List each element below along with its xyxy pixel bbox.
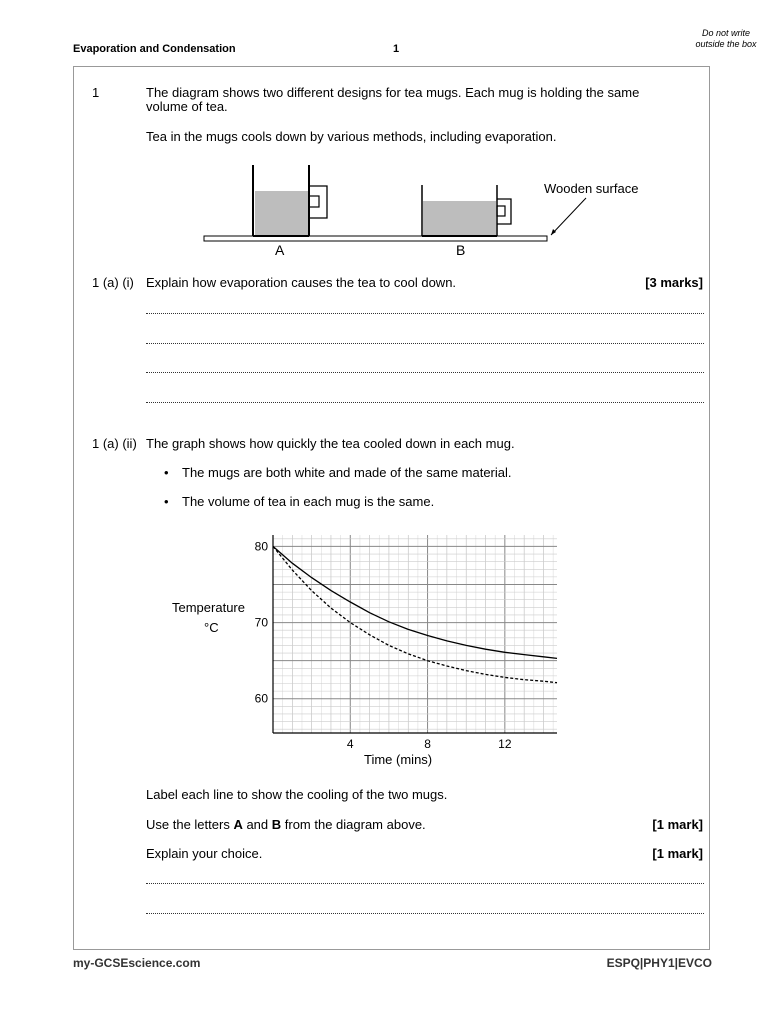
x-tick-label: 4 <box>346 737 354 751</box>
letter-a: A <box>233 817 243 832</box>
part-a-ii-number: 1 (a) (ii) <box>92 436 137 451</box>
surface-pointer-line <box>551 198 586 235</box>
cooling-graph <box>160 525 580 775</box>
page-header-number: 1 <box>393 43 400 55</box>
mug-b-tea <box>423 201 496 236</box>
question-intro-line1: The diagram shows two different designs for tea mugs. Each mug is holding the same <box>146 85 640 100</box>
part-a-i-prompt: Explain how evaporation causes the tea to cool down. <box>146 275 457 290</box>
instruction-label-lines: Label each line to show the cooling of the two mugs. <box>146 787 448 802</box>
part-a-i-number: 1 (a) (i) <box>92 275 134 290</box>
footer-site: my-GCSEscience.com <box>73 956 201 970</box>
instruction-use-letters-post: from the diagram above. <box>281 817 426 832</box>
mug-a-handle <box>309 186 327 218</box>
instruction-explain: Explain your choice. <box>146 846 263 861</box>
y-tick-label: 80 <box>254 539 268 554</box>
answer-line-2[interactable] <box>146 343 704 344</box>
y-tick-label: 60 <box>254 691 268 706</box>
answer-line-6[interactable] <box>146 913 704 914</box>
answer-line-1[interactable] <box>146 313 704 314</box>
answer-line-4[interactable] <box>146 402 704 403</box>
diagram-label-b: B <box>456 242 466 258</box>
letter-b: B <box>271 817 282 832</box>
x-axis-label: Time (mins) <box>364 752 433 767</box>
y-axis-label-line1: Temperature <box>172 600 245 615</box>
page-header-title: Evaporation and Condensation <box>73 43 236 55</box>
part-a-i-marks: [3 marks] <box>645 275 703 290</box>
part-a-ii-prompt: The graph shows how quickly the tea cooled down in each mug. <box>146 436 515 451</box>
bullet-1-text: The mugs are both white and made of the same material. <box>182 465 512 480</box>
part-a-ii-marks-1: [1 mark] <box>652 817 703 832</box>
diagram-label-a: A <box>275 242 285 258</box>
mug-a-tea <box>255 191 308 236</box>
x-tick-label: 12 <box>498 737 512 751</box>
y-tick-label: 70 <box>254 615 268 630</box>
footer-code: ESPQ|PHY1|EVCO <box>606 956 712 970</box>
margin-note: Do not write outside the box <box>695 28 757 49</box>
chart-grid <box>273 535 557 733</box>
question-number: 1 <box>92 85 100 100</box>
mug-a-handle-inner <box>309 196 319 207</box>
instruction-use-letters-mid: and <box>242 817 272 832</box>
instruction-use-letters <box>146 817 426 832</box>
answer-line-5[interactable] <box>146 883 704 884</box>
question-intro-para2: Tea in the mugs cools down by various methods, including evaporation. <box>146 129 557 144</box>
question-intro-line2: volume of tea. <box>146 99 228 114</box>
part-a-ii-marks-2: [1 mark] <box>652 846 703 861</box>
mug-diagram <box>195 160 665 260</box>
x-tick-label: 8 <box>424 737 431 751</box>
bullet-2-marker: • <box>164 494 169 509</box>
y-axis-label-line2: °C <box>204 620 219 635</box>
mug-b-handle-inner <box>497 206 505 216</box>
answer-line-3[interactable] <box>146 372 704 373</box>
bullet-1-marker: • <box>164 465 169 480</box>
mug-b-handle <box>497 199 511 224</box>
instruction-use-letters-pre: Use the letters <box>146 817 234 832</box>
bullet-2-text: The volume of tea in each mug is the same. <box>182 494 435 509</box>
diagram-label-surface: Wooden surface <box>544 181 639 196</box>
